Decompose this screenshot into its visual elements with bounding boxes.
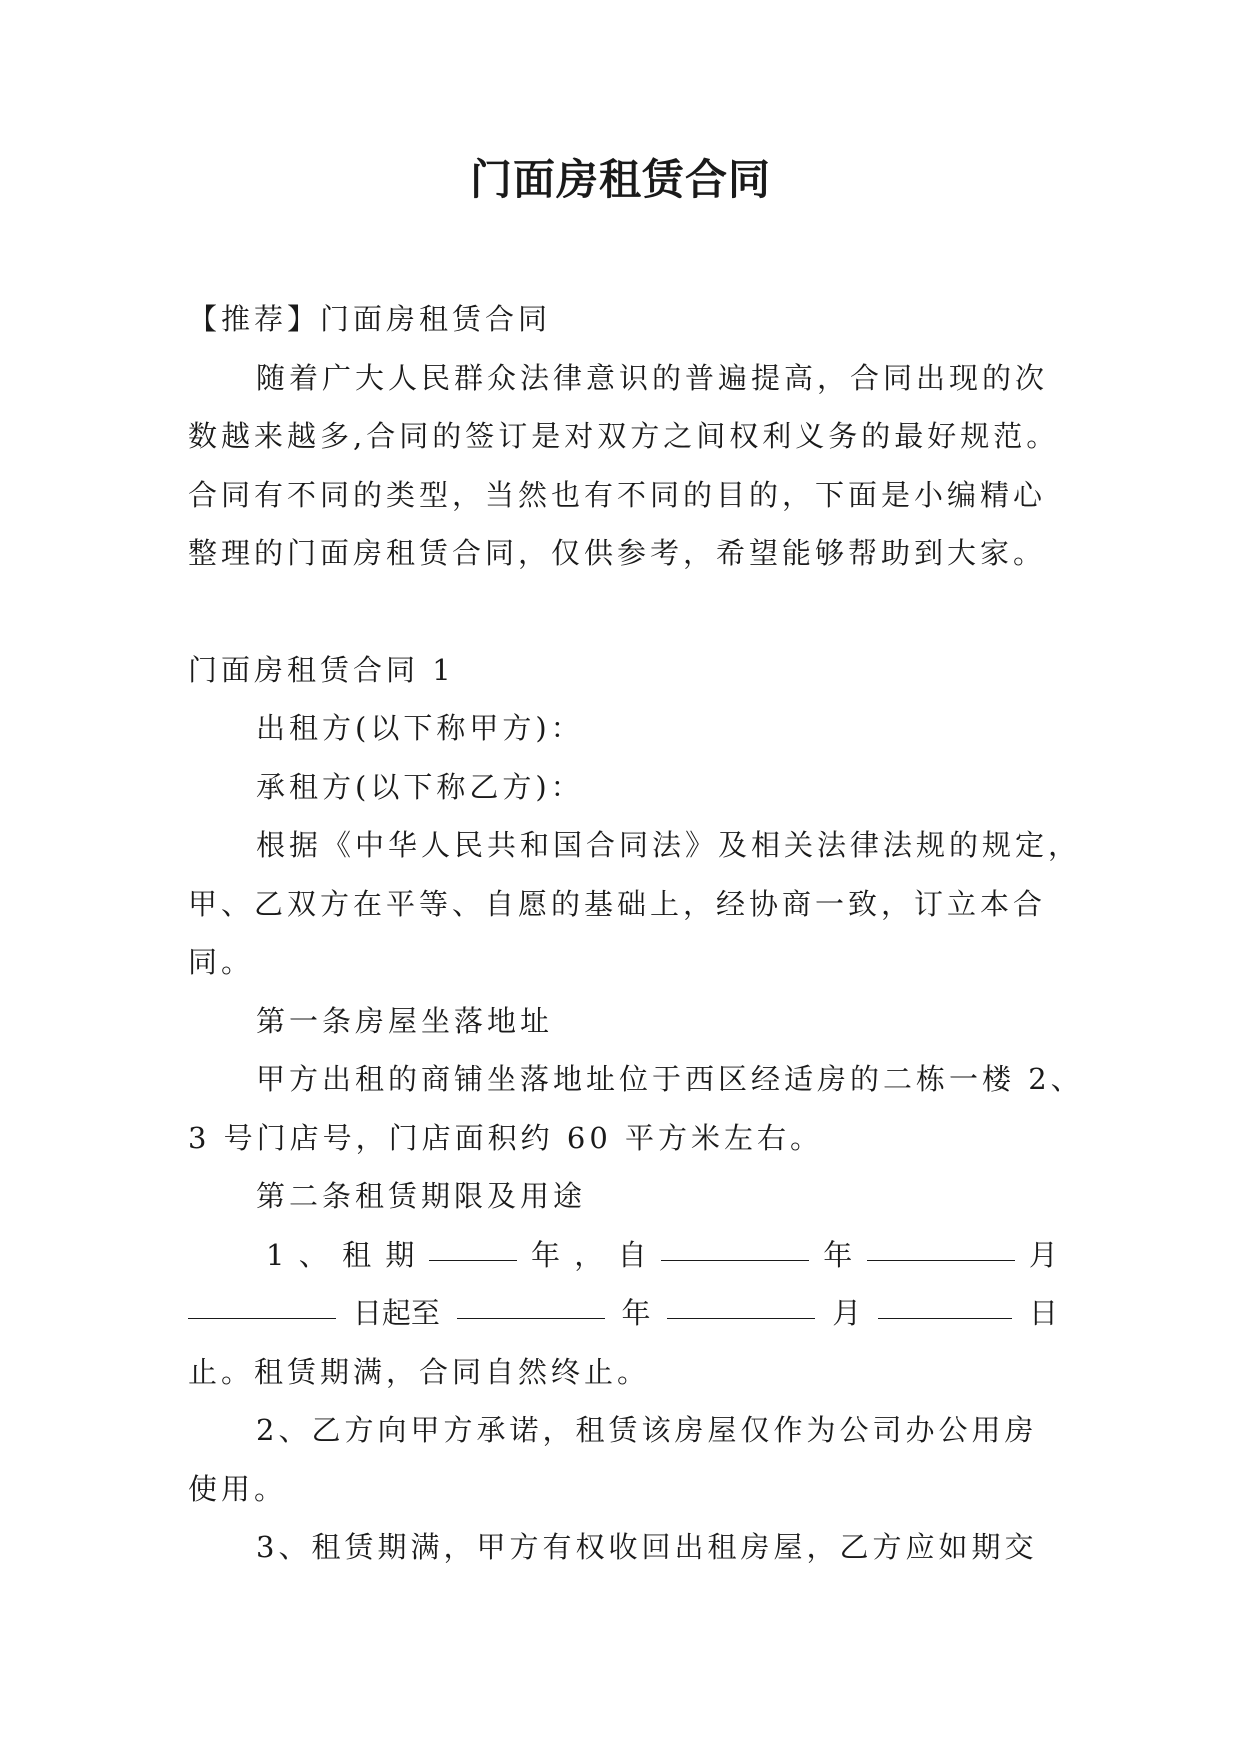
term-word: 自 xyxy=(617,1237,647,1272)
term-word: 年 xyxy=(621,1296,651,1330)
article2-title: 第二条租赁期限及用途 xyxy=(256,1179,587,1213)
term-sep: 、 xyxy=(298,1237,328,1272)
blank-field[interactable] xyxy=(878,1284,1012,1319)
document-body xyxy=(188,290,1084,1577)
intro-line: 整理的门面房租赁合同，仅供参考，希望能够帮助到大家。 xyxy=(188,536,1047,570)
term-word: 月 xyxy=(832,1296,862,1330)
blank-field[interactable] xyxy=(867,1226,1015,1261)
item2-line: 使用。 xyxy=(188,1471,288,1506)
blank-field[interactable] xyxy=(188,1284,336,1319)
blank-field[interactable] xyxy=(429,1226,517,1261)
term-line-2 xyxy=(188,1284,1058,1343)
basis-line: 同。 xyxy=(188,945,255,979)
page-title: 门面房租赁合同 xyxy=(469,155,771,204)
basis-line: 甲、乙双方在平等、自愿的基础上，经协商一致，订立本合 xyxy=(188,886,1047,921)
term-word: 期 xyxy=(385,1237,415,1272)
item2-line: 2、乙方向甲方承诺，租赁该房屋仅作为公司办公用房 xyxy=(256,1413,1038,1447)
term-word: 日起至 xyxy=(352,1296,440,1330)
term-word: 月 xyxy=(1028,1237,1058,1272)
term-word: 租 xyxy=(342,1237,372,1272)
term-word: 年 xyxy=(823,1237,853,1272)
intro-line: 数越来越多,合同的签订是对双方之间权利义务的最好规范。 xyxy=(188,419,1060,453)
intro-heading: 【推荐】门面房租赁合同 xyxy=(188,302,552,336)
term-num: 1 xyxy=(266,1237,285,1272)
basis-line: 根据《中华人民共和国合同法》及相关法律法规的规定， xyxy=(256,828,1082,862)
intro-line: 随着广大人民群众法律意识的普遍提高，合同出现的次 xyxy=(256,360,1049,395)
term-line-1 xyxy=(188,1226,1058,1285)
term-word: 日 xyxy=(1028,1296,1058,1330)
article1-line: 甲方出租的商铺坐落地址位于西区经适房的二栋一楼 2、 xyxy=(256,1062,1084,1096)
term-word: 年 xyxy=(530,1237,560,1272)
lessee-line: 承租方(以下称乙方)： xyxy=(256,769,584,804)
blank-field[interactable] xyxy=(457,1284,605,1319)
contract-heading: 门面房租赁合同 1 xyxy=(188,652,455,687)
article1-title: 第一条房屋坐落地址 xyxy=(256,1003,554,1038)
article1-line: 3 号门店号，门店面积约 60 平方米左右。 xyxy=(188,1120,824,1155)
term-word: ， xyxy=(574,1237,604,1272)
intro-line: 合同有不同的类型，当然也有不同的目的，下面是小编精心 xyxy=(188,477,1047,512)
blank-field[interactable] xyxy=(667,1284,815,1319)
lessor-line: 出租方(以下称甲方)： xyxy=(256,711,584,745)
item3-line: 3、租赁期满，甲方有权收回出租房屋，乙方应如期交 xyxy=(256,1530,1038,1564)
term-line-3: 止。租赁期满，合同自然终止。 xyxy=(188,1354,651,1389)
blank-field[interactable] xyxy=(661,1226,809,1261)
